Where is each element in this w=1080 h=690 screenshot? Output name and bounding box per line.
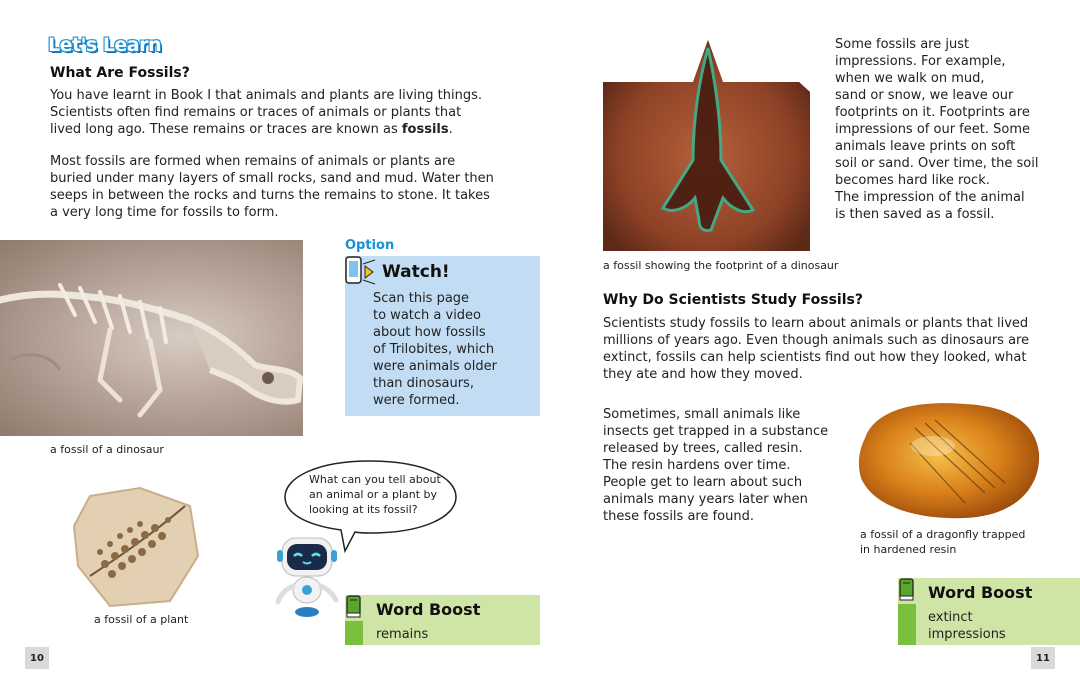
text-line: Scientists often find remains or traces of animals or plants that xyxy=(50,105,462,120)
paragraph-resin xyxy=(603,406,843,525)
text-line: than dinosaurs, xyxy=(373,376,474,391)
text-line: People get to learn about such xyxy=(603,475,803,490)
text-line: of Trilobites, which xyxy=(373,342,495,357)
text-line: Scan this page xyxy=(373,291,470,306)
text-line: about how fossils xyxy=(373,325,486,340)
robot-mascot-icon xyxy=(272,530,342,620)
paragraph-impressions xyxy=(835,36,1045,223)
text-line: these fossils are found. xyxy=(603,509,754,524)
speech-bubble-text xyxy=(309,472,449,517)
text-line: Most fossils are formed when remains of animals or plants are xyxy=(50,154,456,169)
phone-scan-icon xyxy=(343,254,377,288)
text-line: were animals older xyxy=(373,359,497,374)
text-line: animals leave prints on soft xyxy=(835,139,1016,154)
caption-footprint-fossil: a fossil showing the footprint of a dinosaur xyxy=(603,259,839,272)
dinosaur-fossil-photo xyxy=(0,240,303,436)
text-line: Sometimes, small animals like xyxy=(603,407,801,422)
word-boost-word: remains xyxy=(376,627,429,642)
text-line: The resin hardens over time. xyxy=(603,458,791,473)
watch-title: Watch! xyxy=(382,262,450,282)
text-line: impressions of our feet. Some xyxy=(835,122,1030,137)
text-line: footprints on it. Footprints are xyxy=(835,105,1030,120)
paragraph-fossil-formation xyxy=(50,153,500,221)
text-line: What can you tell about xyxy=(309,473,441,486)
plant-fossil-photo xyxy=(70,486,202,608)
text-line: extinct, fossils can help scientists find out how they looked, what xyxy=(603,350,1027,365)
text-span: . xyxy=(448,122,453,137)
word-boost-title: Word Boost xyxy=(376,600,481,619)
text-line: in hardened resin xyxy=(860,543,957,556)
bold-term-fossils: fossils xyxy=(401,122,449,137)
text-line xyxy=(50,121,500,138)
text-line: to watch a video xyxy=(373,308,482,323)
heading-what-are-fossils: What Are Fossils? xyxy=(50,65,190,81)
text-line: Some fossils are just xyxy=(835,37,970,52)
amber-dragonfly-photo xyxy=(855,398,1041,522)
option-label: Option xyxy=(345,238,395,253)
text-line: The impression of the animal xyxy=(835,190,1025,205)
text-line: were formed. xyxy=(373,393,460,408)
text-line: Scientists study fossils to learn about animals or plants that lived xyxy=(603,316,1029,331)
text-span: lived long ago. These remains or traces are known as xyxy=(50,122,402,137)
text-line: they ate and how they moved. xyxy=(603,367,803,382)
word-boost-word: extinct xyxy=(928,610,973,625)
caption-dinosaur-fossil: a fossil of a dinosaur xyxy=(50,443,164,456)
text-line: You have learnt in Book I that animals and plants are living things. xyxy=(50,88,482,103)
dinosaur-footprint-photo xyxy=(603,40,810,251)
text-line: a very long time for fossils to form. xyxy=(50,205,279,220)
text-line: released by trees, called resin. xyxy=(603,441,803,456)
text-line: looking at its fossil? xyxy=(309,503,418,516)
text-line: impressions. For example, xyxy=(835,54,1006,69)
book-icon xyxy=(898,577,916,603)
page-number-left: 10 xyxy=(25,647,49,669)
book-icon xyxy=(345,594,363,620)
word-boost-title: Word Boost xyxy=(928,583,1033,602)
text-line: insects get trapped in a substance xyxy=(603,424,829,439)
text-line: soil or sand. Over time, the soil xyxy=(835,156,1039,171)
word-boost-words xyxy=(928,609,1006,643)
text-line: animals many years later when xyxy=(603,492,808,507)
word-boost-strip xyxy=(345,621,363,645)
text-line: a fossil of a dragonfly trapped xyxy=(860,528,1026,541)
word-boost-strip xyxy=(898,604,916,645)
dinosaur-skeleton-illustration xyxy=(0,240,303,436)
text-line: becomes hard like rock. xyxy=(835,173,990,188)
word-boost-word: impressions xyxy=(928,627,1006,642)
text-line: when we walk on mud, xyxy=(835,71,985,86)
page-number-right: 11 xyxy=(1031,647,1055,669)
lets-learn-badge: Let's Learn xyxy=(48,34,162,56)
heading-why-study-fossils: Why Do Scientists Study Fossils? xyxy=(603,292,863,308)
paragraph-fossils-intro xyxy=(50,87,500,138)
text-line: is then saved as a fossil. xyxy=(835,207,995,222)
paragraph-why-study xyxy=(603,315,1053,383)
watch-description xyxy=(373,290,533,409)
text-line: an animal or a plant by xyxy=(309,488,438,501)
text-line: millions of years ago. Even though animals such as dinosaurs are xyxy=(603,333,1030,348)
text-line: sand or snow, we leave our xyxy=(835,88,1014,103)
text-line: seeps in between the rocks and turns the remains to stone. It takes xyxy=(50,188,490,203)
text-line: buried under many layers of small rocks, sand and mud. Water then xyxy=(50,171,494,186)
caption-amber-fossil xyxy=(860,527,1060,557)
caption-plant-fossil: a fossil of a plant xyxy=(94,613,189,626)
